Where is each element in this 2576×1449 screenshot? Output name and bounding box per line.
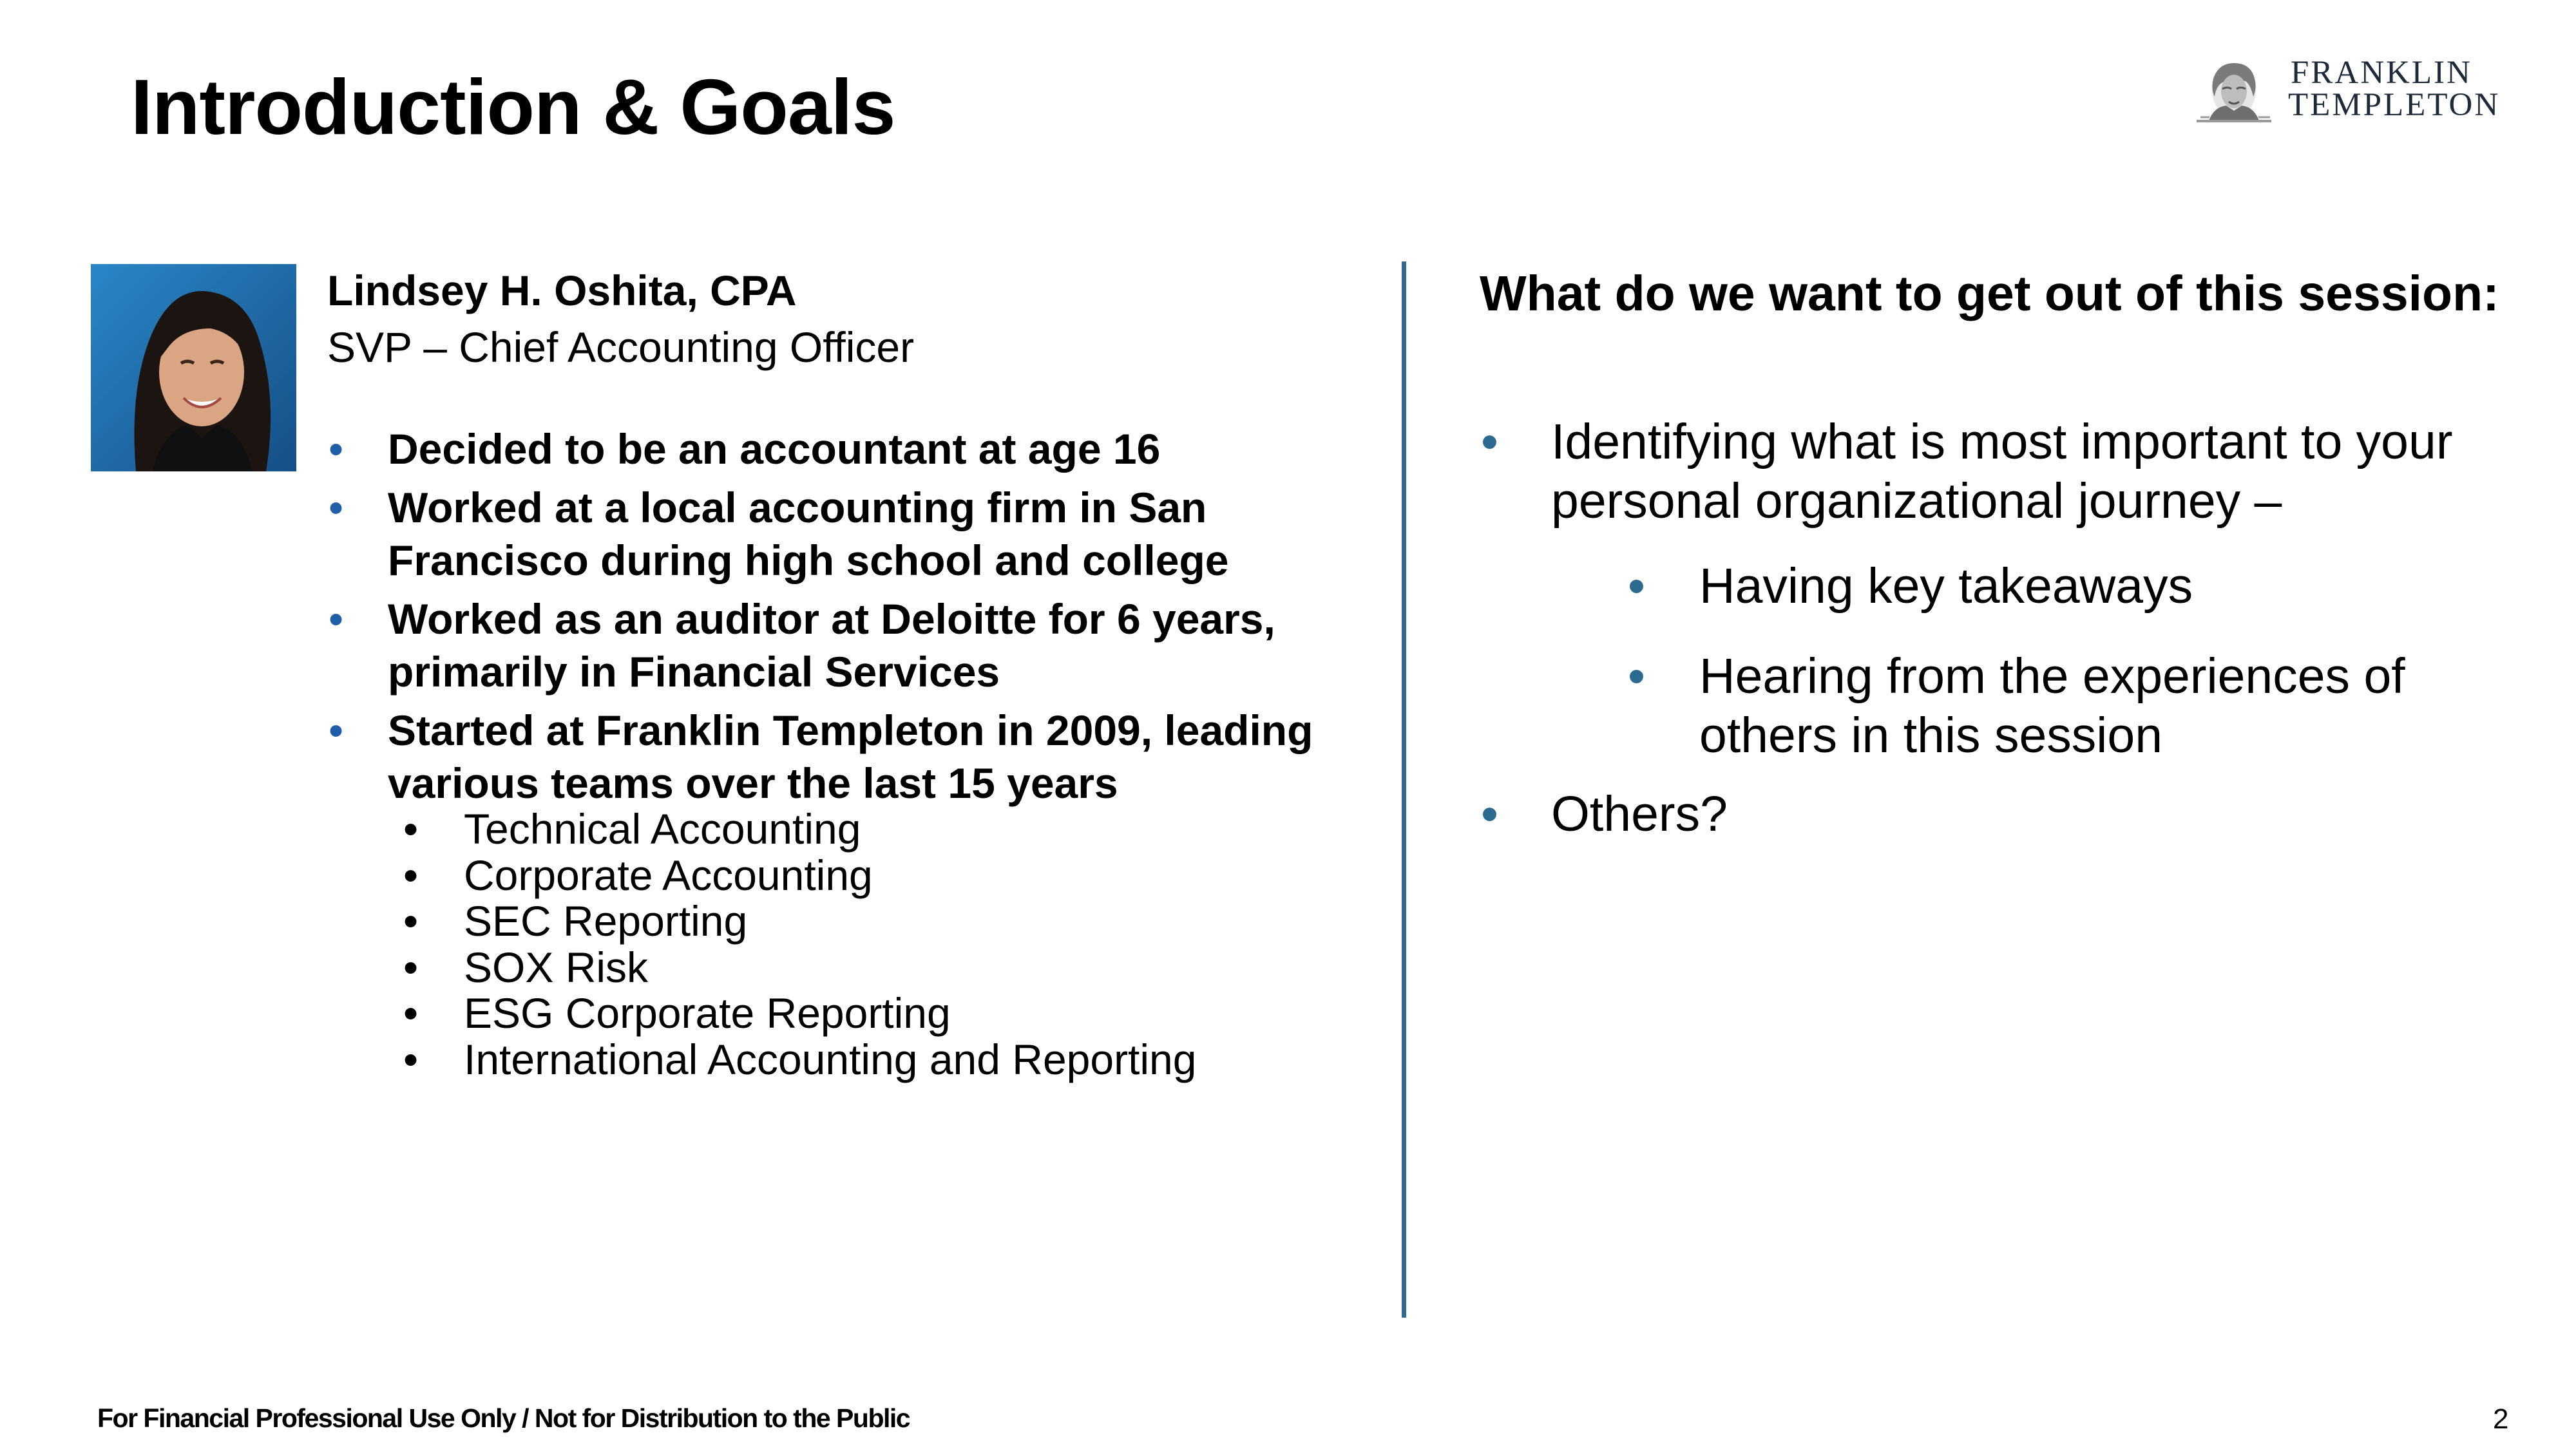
goal-item (1480, 412, 2510, 765)
team-item: • International Accounting and Reporting (403, 1037, 1196, 1083)
bio-item: • Worked as an auditor at Deloitte for 6 years, primarily in Financial Services (327, 592, 1358, 698)
goal-item-text: Identifying what is most important to your personal organizational journey – (1551, 414, 2453, 529)
goal-sub-item: • Hearing from the experiences of others in this session (1628, 647, 2510, 765)
presenter-role: SVP – Chief Accounting Officer (327, 323, 915, 371)
team-item: • Technical Accounting (403, 806, 1196, 853)
team-item: • ESG Corporate Reporting (403, 990, 1196, 1037)
teams-list (403, 806, 1196, 1083)
goals-heading: What do we want to get out of this session: (1480, 266, 2499, 321)
goal-sub-list (1551, 556, 2510, 765)
goal-sub-item: • Having key takeaways (1628, 556, 2510, 616)
goals-list (1480, 412, 2510, 844)
logo-text-franklin: FRANKLIN (2291, 55, 2472, 91)
team-item: • SOX Risk (403, 945, 1196, 991)
presenter-name: Lindsey H. Oshita, CPA (327, 267, 797, 314)
team-item: • SEC Reporting (403, 898, 1196, 945)
bio-item: • Decided to be an accountant at age 16 (327, 422, 1358, 475)
logo-text-templeton: TEMPLETON (2288, 87, 2501, 123)
page-number: 2 (2493, 1403, 2509, 1435)
team-item: • Corporate Accounting (403, 853, 1196, 899)
presenter-photo (91, 264, 296, 471)
franklin-templeton-logo (2194, 54, 2501, 125)
column-divider (1402, 261, 1406, 1318)
presenter-bio-list (327, 422, 1358, 815)
bio-item: • Started at Franklin Templeton in 2009, leading various teams over the last 15 years (327, 704, 1358, 810)
goal-item: • Others? (1480, 784, 2510, 844)
franklin-portrait-logo-icon (2194, 59, 2278, 124)
footer-disclaimer: For Financial Professional Use Only / Not for Distribution to the Public (97, 1403, 910, 1433)
slide-title: Introduction & Goals (131, 63, 895, 151)
bio-item: • Worked at a local accounting firm in San Francisco during high school and college (327, 481, 1358, 587)
